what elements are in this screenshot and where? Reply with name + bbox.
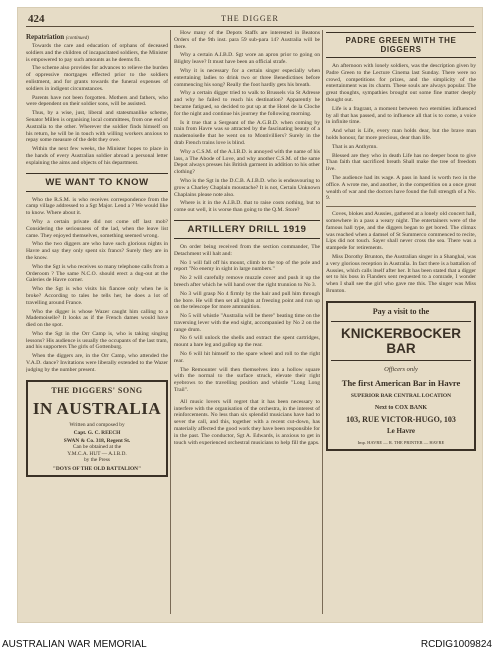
knickerbocker-bar-advert bbox=[326, 301, 476, 451]
advert-officers: Officers only bbox=[384, 365, 418, 373]
article-paragraph: Who the Sgt in the Orr Camp is, who is taking singing lessons? His audience is usually the occupants of the last tram, and his supporters The girls of Gottenburg. bbox=[26, 330, 168, 351]
newspaper-page bbox=[18, 8, 482, 622]
repatriation-heading: Repatriation (continued) bbox=[26, 33, 89, 41]
article-paragraph: Within the next few weeks, the Minister hopes to place in the hands of every Australian soldier abroad a personal letter explaining the aims and objects of his department. bbox=[26, 146, 168, 166]
article-paragraph: Who the Sgt is who receives so many telephone calls from a Orderoom ? The same N.C.O. should erect a dug-out at the Galeries de Havre corner. bbox=[26, 263, 168, 284]
advert-visit: Pay a visit to the bbox=[372, 306, 430, 316]
article-paragraph: Why a C.S.M. of the A.I.B.D. is annoyed with the name of his lass, a The Abode of Love, and why another C.S.M. of the same Depot always presses his British garment in addition to his other clothing? bbox=[174, 148, 320, 176]
header-rule bbox=[26, 26, 474, 27]
section-rule bbox=[326, 206, 476, 207]
archive-id: RCDIG1009824 bbox=[420, 639, 492, 650]
song-byline: Written and composed by bbox=[69, 421, 125, 428]
article-paragraph: That is an Anthymn. bbox=[332, 143, 378, 150]
article-paragraph: Coves, blokes and Aussies, gathered at a lonely old concert hall, somewhere in a pass a weary night. The entertainers were of the famous hall type, and the diggers began to get bored. The climax was reached when a damsel of St Summerco commenced to recite, Lips did not touch. Sayer shall never cross the sea. There was a stampede for retirements. bbox=[326, 211, 476, 252]
song-auth: by the Press bbox=[83, 457, 111, 464]
article-paragraph: Is it true that a Sergeant of the A.G.B.D. when coming by train from Havre was so attracted by the fascinating beauty of a mademoiselle that he went on to Montivilliers? Surely in the drab French trains love is blind. bbox=[174, 119, 320, 146]
advert-city: Le Havre bbox=[386, 426, 416, 435]
paper-title: THE DIGGER bbox=[221, 14, 279, 23]
advert-address: 103, RUE VICTOR-HUGO, 103 bbox=[346, 414, 456, 424]
article-paragraph: The Remounter will then themselves into a hollow square with the normal to the surface struck, elevate their right eyebrows to the travelling position and whistle "Long Long Trail". bbox=[174, 366, 320, 394]
song-title: THE DIGGERS' SONG bbox=[51, 385, 143, 395]
article-paragraph: Why a certain digger tried to walk to Brussels via St Adresse and why he failed to reach his destination? Apparently he became fatigued, so decided to put up at the Hotel de la Cloche for the night and continue his journey the following morning. bbox=[174, 90, 320, 117]
column-left bbox=[26, 30, 168, 616]
article-paragraph: Life is a fragrant, a moment between two eternities influenced by all that has passed, and to influence all that is to come, a voice in infinite time. bbox=[326, 105, 476, 126]
song-battalion: "DOYS OF THE OLD BATTALION" bbox=[52, 465, 142, 472]
song-name: IN AUSTRALIA bbox=[32, 398, 162, 418]
article-paragraph: Why a certain private did not come off last mob? Considering the seriousness of the lad, when the leave list came. They enjoyed themselves, something seemed wrong. bbox=[26, 218, 168, 239]
article-paragraph: Where is it in the A.I.B.D. that to raise costs nothing, but to come out well, it is worse than going to the Q.M. Store? bbox=[174, 200, 320, 214]
article-paragraph: No 6 will unlock the shells and extract the spent cartridges, mount a bare leg and gallop up the rear. bbox=[174, 335, 320, 349]
page-header bbox=[18, 8, 482, 28]
article-paragraph: An afternoon with lonely soldiers, was the description given by Padre Green to the Lecture Cinema last Sunday. There were no crowd, competitions for prizes, and the simplicity of the entertainment was its charm. These souls are always popular. The great thoughts, sympathies brought out some fine matter deeply thought out. bbox=[326, 63, 476, 103]
column-divider bbox=[322, 30, 323, 614]
page-number: 424 bbox=[28, 13, 45, 25]
advert-printer: Imp. HAVRE — R. THE PRINTER — HAVRE bbox=[357, 439, 445, 445]
article-paragraph: When the diggers are, in the Orr Camp, who attended the V.A.D. dance? Invitations were liberally extended to the Wazer judging by the number present. bbox=[26, 353, 168, 373]
we-want-to-know-heading: WE WANT TO KNOW bbox=[26, 173, 168, 192]
article-paragraph: How many of the Depots Staffs are interested in Beatons Orders of the 9th inst. para 59 sub-para 14? Australia will be there. bbox=[174, 30, 320, 50]
diggers-song-advert bbox=[26, 380, 168, 477]
archive-name: AUSTRALIAN WAR MEMORIAL bbox=[2, 639, 147, 650]
article-paragraph: Towards the care and education of orphans of deceased soldiers and the children of incapacitated soldiers, the Minister is empowered to pay such amounts as he deems fit. bbox=[26, 43, 168, 63]
song-author: Capt. G. C. REECH bbox=[73, 430, 121, 437]
article-paragraph: And what is Life, every man holds dear, but the brave man holds honour, far more precious, dear than life. bbox=[326, 128, 476, 141]
article-paragraph: Who the digger is whose Wazer caught him calling to a Mademoiselle? It looks as if the French dames would have died on the spot. bbox=[26, 308, 168, 329]
article-paragraph: No 6 will hit himself to the spare wheel and roll to the right rear. bbox=[174, 351, 320, 364]
column-right bbox=[326, 30, 476, 616]
song-publisher: SWAN & Co. 318, Regent St. bbox=[63, 438, 131, 445]
advert-bar-name: KNICKERBOCKER BAR bbox=[331, 321, 471, 361]
article-paragraph: Parents have not been forgotten. Mothers and fathers, who were dependent on their soldier sons, will be assisted. bbox=[26, 94, 168, 108]
article-paragraph: Who the Sgt is who visits his fiancee only when he is broke? According to tales he tells her, he does a lot of travelling around France. bbox=[26, 286, 168, 306]
padre-green-heading: PADRE GREEN WITH THE DIGGERS bbox=[326, 32, 476, 58]
article-paragraph: Who is the Sgt in the D.C.B. A.I.B.D. who is endeavouring to grow a Charley Chaplain moustache? It is not, Certain Unknown Chaplains please note also. bbox=[174, 177, 320, 198]
article-paragraph: No 5 will whistle "Australia will be there" beating time on the traversing lever with the end sight, accompanied by No 2 on the range drum. bbox=[174, 313, 320, 333]
article-paragraph: No 1 will fall off his mount, climb to the top of the pole and report "No enemy in sight in large numbers." bbox=[174, 259, 320, 273]
article-paragraph: Why it is necessary for a certain singer especially when entertaining ladies to drink two or three Benedictines before commencing his song? Really the foot hardly gets his breath. bbox=[174, 67, 320, 88]
article-paragraph: No 2 will carefully remove muzzle cover and push it up the breech after which he will hand over the right trunnion to No 3. bbox=[174, 275, 320, 288]
advert-next: Next to COX BANK bbox=[374, 404, 428, 411]
article-paragraph: No 3 will grasp No 4 firmly by the hair and pull him through the bore. He will then set all sights at freezing point and run up on the telescope for more ammunition. bbox=[174, 290, 320, 311]
article-paragraph: The scheme also provides for advances to relieve the burden of oppressive mortgages effected prior to the soldiers enlistment, and for grants towards the funeral expenses of soldiers in indigent circumstances. bbox=[26, 65, 168, 92]
column-divider bbox=[170, 30, 171, 614]
advert-superior: SUPERIOR BAR CENTRAL LOCATION bbox=[350, 392, 452, 399]
column-middle bbox=[174, 30, 320, 616]
article-paragraph: All music lovers will regret that it has been necessary to interfere with the organisation of the orchestra, in the interest of reinforcements. No less than six splendid musicians have had to sever the call, and this, together with a recent cut-down, has materially affected the good work they have been responsible for in the past. The conductor, Sgt A. Edwards, is anxious to get in touch with experienced orchestral musicians to help fill the gaps. bbox=[174, 398, 320, 446]
article-paragraph: On order being received from the section commander, The Detachment will halt and: bbox=[174, 243, 320, 257]
article-paragraph: The audience had its wage. A pass in hand is worth two in the office. A wrote me, and another, in the competition on a once great wealth of war and the doctors have found the full strength of a No. 9. bbox=[326, 174, 476, 202]
archive-footer bbox=[0, 634, 496, 654]
song-ymca: Y.M.C.A. HUT — A.I.B.D. bbox=[67, 450, 127, 457]
article-paragraph: Thus, by a wise, just, liberal and statesmanlike scheme, Senator Millen is organising local committees, from one end of Australia to the other. Wherever the soldier finds himself on his return, he will be in touch with willing workers anxious to repay some measure of the debt they owe. bbox=[26, 110, 168, 144]
article-paragraph: Blessed are they who in death Life has no deeper boon to give Than faith that sacrificed breath Shall make the tree of freedom live. bbox=[326, 152, 476, 173]
article-paragraph: Who the two diggers are who have such glorious nights in Havre and say they only spent six francs? Surely they are in the know. bbox=[26, 241, 168, 261]
song-obtain: Can be obtained at the bbox=[72, 444, 122, 451]
article-paragraph: Miss Dorothy Brunton, the Australian singer in a Shanghai, was a very glorious reception in Australia. In fact there is a battalion of Aussies, which calls itself after her. It has been stated that a digger set to his boss in Flanders sent requested to a comrade, I wonder when I shall see the girl who gave me this. The singer was Miss Brunton. bbox=[326, 253, 476, 294]
article-paragraph: Who the R.S.M. is who receives correspondence from the camp village addressed to a Sgt Major. Lend a ? We would like to know. Where about it. bbox=[26, 196, 168, 217]
article-paragraph: Why a certain A.I.B.D. Sgt wore an apron prior to going on Blighty leave? It must have been an official strafe. bbox=[174, 52, 320, 66]
artillery-drill-heading: ARTILLERY DRILL 1919 bbox=[174, 220, 320, 239]
advert-first: The first American Bar in Havre bbox=[341, 377, 461, 388]
